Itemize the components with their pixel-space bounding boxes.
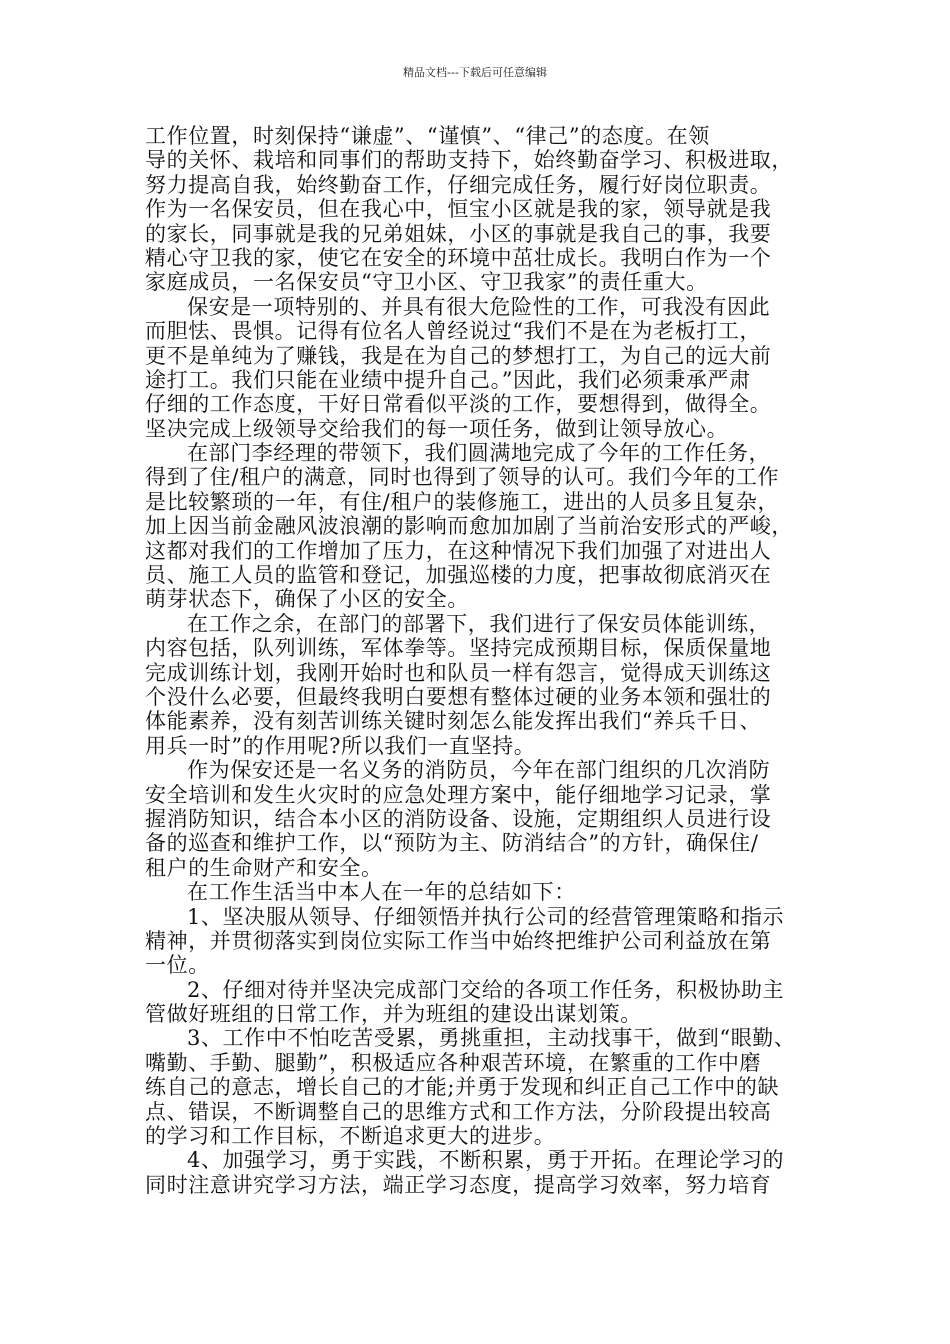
text-line: 是比较繁琐的一年，有住/租户的装修施工，进出的人员多且复杂， [145, 489, 780, 514]
text-line: 内容包括，队列训练，军体拳等。坚持完成预期目标，保质保量地 [145, 636, 772, 661]
text-line: 努力提高自我，始终勤奋工作，仔细完成任务，履行好岗位职责。 [145, 172, 772, 197]
text-line: 员、施工人员的监管和登记，加强巡楼的力度，把事故彻底消灭在 [145, 563, 772, 588]
text-line: 加上因当前金融风波浪潮的影响而愈加加剧了当前治安形式的严峻， [145, 514, 793, 539]
text-line: 导的关怀、栽培和同事们的帮助支持下，始终勤奋学习、积极进取， [145, 148, 793, 173]
text-line: 萌芽状态下，确保了小区的安全。 [145, 587, 469, 612]
text-line: 备的巡查和维护工作，以“预防为主、防消结合”的方针，确保住/ [145, 831, 759, 856]
text-line: 点、错误，不断调整自己的思维方式和工作方法，分阶段提出较高 [145, 1099, 772, 1124]
text-line: 的家长，同事就是我的兄弟姐妹，小区的事就是我自己的事，我要 [145, 221, 772, 246]
text-line: 仔细的工作态度，干好日常看似平淡的工作，要想得到，做得全。 [145, 392, 772, 417]
text-line: 而胆怯、畏惧。记得有位名人曾经说过“我们不是在为老板打工， [145, 319, 762, 344]
text-line: 同时注意讲究学习方法，端正学习态度，提高学习效率，努力培育 [145, 1172, 772, 1197]
text-line: 更不是单纯为了赚钱，我是在为自己的梦想打工，为自己的远大前 [145, 343, 772, 368]
paragraph-first-line: 在工作生活当中本人在一年的总结如下： [187, 880, 576, 905]
text-line: 途打工。我们只能在业绩中提升自己。”因此，我们必须秉承严肃 [145, 367, 751, 392]
paragraph-first-line: 在部门李经理的带领下，我们圆满地完成了今年的工作任务， [187, 441, 771, 466]
paragraph-first-line: 作为保安还是一名义务的消防员，今年在部门组织的几次消防 [187, 758, 771, 783]
text-line: 练自己的意志，增长自己的才能;并勇于发现和纠正自己工作中的缺 [145, 1075, 780, 1100]
text-line: 个没什么必要，但最终我明白要想有整体过硬的业务本领和强壮的 [145, 684, 772, 709]
text-line: 家庭成员，一名保安员“守卫小区、守卫我家”的责任重大。 [145, 270, 708, 295]
list-item-first-line: 4、加强学习，勇于实践，不断积累，勇于开拓。在理论学习的 [187, 1148, 785, 1173]
text-line: 握消防知识，结合本小区的消防设备、设施，定期组织人员进行设 [145, 806, 772, 831]
text-line: 精神，并贯彻落实到岗位实际工作当中始终把维护公司利益放在第 [145, 928, 772, 953]
text-line: 嘴勤、手勤、腿勤”，积极适应各种艰苦环境，在繁重的工作中磨 [145, 1050, 762, 1075]
text-line: 租户的生命财产和安全。 [145, 855, 383, 880]
text-line: 得到了住/租户的满意，同时也得到了领导的认可。我们今年的工作 [145, 465, 780, 490]
list-item-first-line: 1、坚决服从领导、仔细领悟并执行公司的经营管理策略和指示 [187, 904, 785, 929]
text-line: 用兵一时”的作用呢?所以我们一直坚持。 [145, 733, 536, 758]
text-line: 管做好班组的日常工作，并为班组的建设出谋划策。 [145, 1002, 642, 1027]
document-body [145, 124, 805, 1197]
list-item-first-line: 2、仔细对待并坚决完成部门交给的各项工作任务，积极协助主 [187, 977, 785, 1002]
text-line: 这都对我们的工作增加了压力，在这种情况下我们加强了对进出人 [145, 538, 772, 563]
list-item-first-line: 3、工作中不怕吃苦受累，勇挑重担，主动找事干，做到“眼勤、 [187, 1026, 796, 1051]
text-line: 精心守卫我的家，使它在安全的环境中茁壮成长。我明白作为一个 [145, 245, 772, 270]
paragraph-first-line: 在工作之余，在部门的部署下，我们进行了保安员体能训练， [187, 611, 771, 636]
text-line: 一位。 [145, 953, 210, 978]
text-line: 坚决完成上级领导交给我们的每一项任务，做到让领导放心。 [145, 416, 729, 441]
text-line: 完成训练计划，我刚开始时也和队员一样有怨言，觉得成天训练这 [145, 660, 772, 685]
text-line: 工作位置，时刻保持“谦虚”、“谨慎”、“律己”的态度。在领 [145, 124, 710, 148]
page-header: 精品文档---下载后可任意编辑 [403, 66, 547, 79]
paragraph-first-line: 保安是一项特别的、并具有很大危险性的工作，可我没有因此 [187, 294, 771, 319]
text-line: 的学习和工作目标，不断追求更大的进步。 [145, 1124, 556, 1149]
text-line: 作为一名保安员，但在我心中，恒宝小区就是我的家，领导就是我 [145, 197, 772, 222]
text-line: 体能素养，没有刻苦训练关键时刻怎么能发挥出我们“养兵千日、 [145, 709, 762, 734]
text-line: 安全培训和发生火灾时的应急处理方案中，能仔细地学习记录，掌 [145, 782, 772, 807]
